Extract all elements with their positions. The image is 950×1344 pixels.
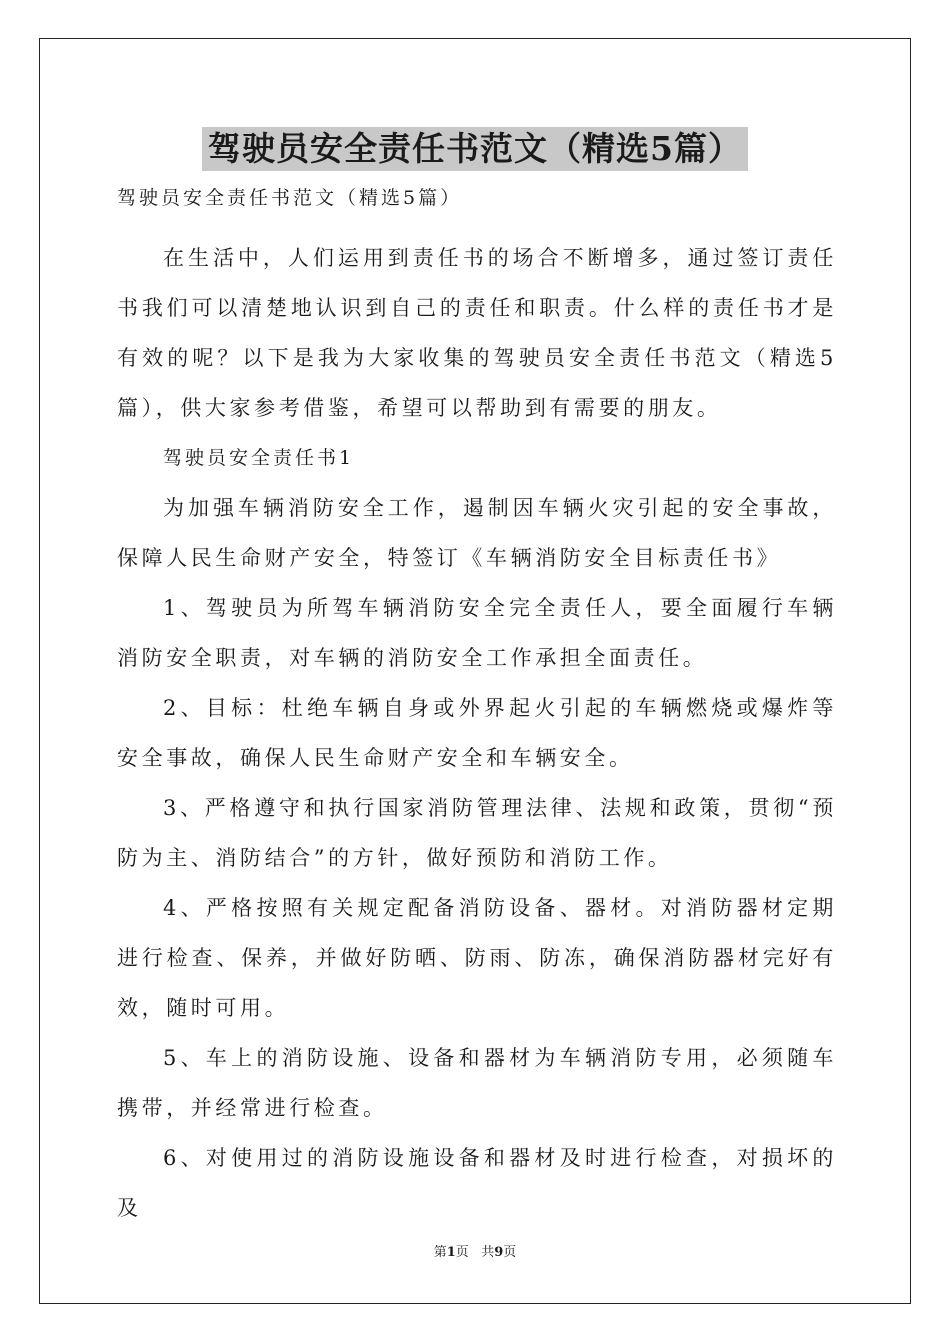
document-title: 驾驶员安全责任书范文（精选5篇） (202, 127, 748, 171)
footer-prefix: 第 (433, 1245, 447, 1260)
footer-page-number: 1 (446, 1245, 456, 1260)
body-paragraph: 6、对使用过的消防设施设备和器材及时进行检查，对损坏的及 (117, 1146, 837, 1220)
document-body (117, 183, 837, 1233)
title-container (0, 127, 950, 171)
document-subtitle: 驾驶员安全责任书范文（精选5篇） (117, 187, 463, 209)
footer-total-pages: 9 (494, 1245, 504, 1260)
footer-total-prefix: 共 (481, 1245, 495, 1260)
body-paragraph: 3、严格遵守和执行国家消防管理法律、法规和政策，贯彻“预防为主、消防结合”的方针，做好预防和消防工作。 (117, 796, 837, 870)
page-footer (0, 1244, 950, 1262)
section-heading: 驾驶员安全责任书1 (163, 447, 355, 469)
footer-total-suffix: 页 (503, 1245, 517, 1260)
footer-page-suffix: 页 (455, 1245, 469, 1260)
intro-paragraph: 在生活中，人们运用到责任书的场合不断增多，通过签订责任书我们可以清楚地认识到自己的责任和职责。什么样的责任书才是有效的呢？以下是我为大家收集的驾驶员安全责任书范文（精选5篇），供大家参考借鉴，希望可以帮助到有需要的朋友。 (117, 246, 837, 420)
body-paragraph: 2、目标：杜绝车辆自身或外界起火引起的车辆燃烧或爆炸等安全事故，确保人民生命财产安全和车辆安全。 (117, 696, 837, 770)
body-paragraph: 为加强车辆消防安全工作，遏制因车辆火灾引起的安全事故，保障人民生命财产安全，特签订《车辆消防安全目标责任书》 (117, 496, 837, 570)
body-paragraph: 5、车上的消防设施、设备和器材为车辆消防专用，必须随车携带，并经常进行检查。 (117, 1046, 837, 1120)
body-paragraph: 4、严格按照有关规定配备消防设备、器材。对消防器材定期进行检查、保养，并做好防晒、防雨、防冻，确保消防器材完好有效，随时可用。 (117, 896, 837, 1020)
body-paragraph: 1、驾驶员为所驾车辆消防安全完全责任人，要全面履行车辆消防安全职责，对车辆的消防安全工作承担全面责任。 (117, 596, 837, 670)
